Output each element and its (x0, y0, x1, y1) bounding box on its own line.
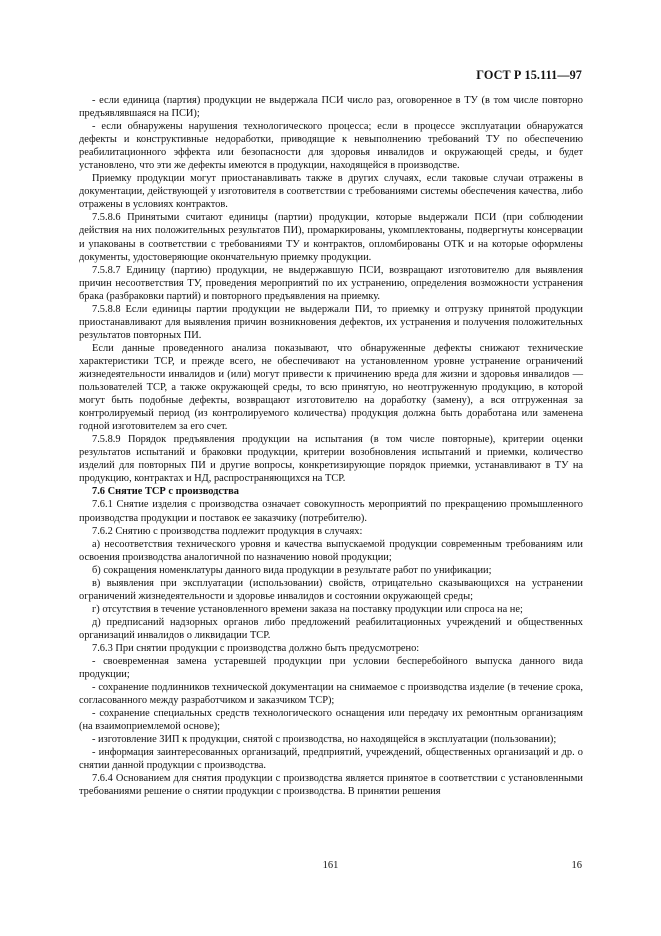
list-item: - сохранение подлинников технической документации на снимаемое с производства изделие (в течение срока, согласованного между разработчиком и заказчиком ТСР); (79, 682, 583, 707)
list-item: - информация заинтересованных организаций, предприятий, учреждений, общественных организаций и др. о снятии данной продукции с производства. (79, 747, 583, 772)
paragraph: Приемку продукции могут приостанавливать также в других случаях, если таковые случаи отражены в документации, действующей у изготовителя в соответствии с требованиями системы обеспечения качества, либо отражены в условиях контрактов. (79, 173, 583, 211)
paragraph: 7.6.2 Снятию с производства подлежит продукция в случаях: (92, 525, 363, 537)
list-item: б) сокращения номенклатуры данного вида продукции в результате работ по унификации; (92, 564, 492, 576)
paragraph: 7.5.8.6 Принятыми считают единицы (партии) продукции, которые выдержали ПСИ (при соблюдении действия на них положительных результатов ПИ), промаркированы, укомплектованы, подвергнуты консервации и упакованы в соответствии с требованиями ТУ и контрактов, опломбированы ОТК и на которые оформлены документы, удостоверяющие окончательную приемку продукции. (79, 212, 583, 263)
paragraph: 7.5.8.9 Порядок предъявления продукции на испытания (в том числе повторные), критерии оценки результатов испытаний и браковки продукции, критерии возобновления испытаний и приемки, количество изделий для повторных ПИ и другие вопросы, конкретизирующие порядок приемки, устанавливают в ТУ на продукцию, контрактах и НД, распространяющихся на ТСР. (79, 434, 583, 485)
paragraph: 7.5.8.7 Единицу (партию) продукции, не выдержавшую ПСИ, возвращают изготовителю для выявления причин несоответствия ТУ, проведения мероприятий по их устранению, определения возможности устранения брака (разбраковки партий) и повторного предъявления на приемку. (79, 264, 583, 302)
document-body (79, 94, 583, 799)
sheet-number: 16 (571, 860, 582, 871)
list-item: г) отсутствия в течение установленного времени заказа на поставку продукции или спроса на не; (92, 603, 523, 615)
list-item: а) несоответствия технического уровня и качества выпускаемой продукции современным требованиям или освоения производства аналогичной по назначению новой продукции; (79, 538, 583, 563)
list-item: - сохранение специальных средств технологического оснащения или передачу их ремонтным организациям (на взаимоприемлемой основе); (79, 708, 583, 733)
standard-title: ГОСТ Р 15.111—97 (476, 68, 582, 82)
section-heading: 7.6 Снятие ТСР с производства (92, 486, 239, 498)
paragraph: - если обнаружены нарушения технологического процесса; если в процессе эксплуатации обнаружатся дефекты и конструктивные недоработки, приводящие к невыполнению требований ТУ по обеспечению реабилитационного эффекта или безопасности для здоровья инвалидов и окружающей среды, и будет установлено, что эти же дефекты имеются в продукции, находящейся в производстве. (79, 121, 583, 172)
paragraph: 7.6.3 При снятии продукции с производства должно быть предусмотрено: (92, 642, 420, 654)
list-item: в) выявления при эксплуатации (использовании) свойств, отрицательно сказывающихся на устранении ограничений жизнедеятельности и здоровье инвалидов и состоянии окружающей среды; (79, 577, 583, 602)
list-item: д) предписаний надзорных органов либо предложений реабилитационных учреждений и общественных организаций инвалидов о ликвидации ТСР. (79, 616, 583, 641)
list-item: - изготовление ЗИП к продукции, снятой с производства, но находящейся в эксплуатации (пользовании); (92, 734, 557, 746)
paragraph: 7.6.1 Снятие изделия с производства означает совокупность мероприятий по прекращению промышленного производства продукции и поставок ее заказчику (потребителю). (79, 499, 583, 524)
paragraph: - если единица (партия) продукции не выдержала ПСИ число раз, оговоренное в ТУ (в том числе повторно предъявлявшаяся на ПСИ); (79, 95, 583, 120)
paragraph: 7.5.8.8 Если единицы партии продукции не выдержали ПИ, то приемку и отгрузку принятой продукции приостанавливают для выявления причин возникновения дефектов, их устранения и получения положительных результатов повторных ПИ. (79, 303, 583, 341)
paragraph: 7.6.4 Основанием для снятия продукции с производства является принятое в соответствии с установленными требованиями решение о снятии продукции с производства. В принятии решения (79, 773, 583, 798)
paragraph: Если данные проведенного анализа показывают, что обнаруженные дефекты снижают технические характеристики ТСР, и прежде всего, не обеспечивают на установленном уровне устранение ограничений жизнедеятельности инвалидов и (или) могут привести к причинению вреда для жизни и здоровья инвалидов — пользователей ТСР, а также окружающей среды, то всю принятую, но неотгруженную продукцию, в которой могут быть подобные дефекты, возвращают изготовителю на доработку (замену), а вся отгруженная за контролируемый период (из контролируемого количества) продукция должна быть доработана или заменена годной изготовителем за его счет. (79, 342, 583, 433)
list-item: - своевременная замена устаревшей продукции при условии бесперебойного выпуска данного вида продукции; (79, 656, 583, 681)
page-number: 161 (322, 860, 339, 871)
